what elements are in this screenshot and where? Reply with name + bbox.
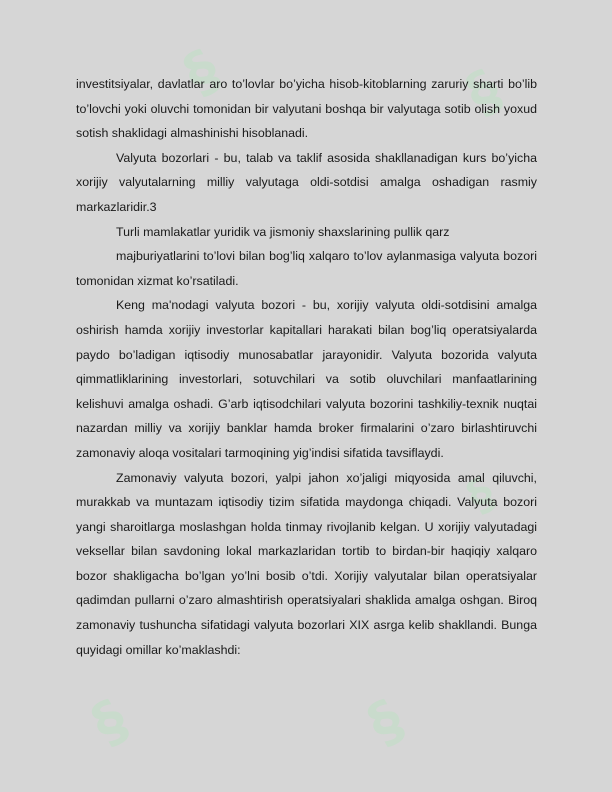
paragraph-continuation: investitsiyalar, davlatlar aro to’lovlar bo’yicha hisob-kitoblarning zaruriy sharti bo’lib to’lovchi yoki oluvchi tomonidan bir valyutani boshqa bir valyutaga sotib olish yoxud sotish shaklidagi almashinishi hisoblanadi.: [76, 77, 537, 141]
watermark-logo: §: [455, 57, 513, 128]
watermark-logo: §: [81, 687, 139, 758]
paragraph-modern-market: Zamonaviy valyuta bozori, yalpi jahon xo’jaligi miqyosida amal qiluvchi, murakkab va muntazam iqtisodiy tizim sifatida maydonga chiqadi. Valyuta bozori yangi sharoitlarga moslashgan holda tinmay rivojlanib kelgan. U xorijiy valyutadagi veksellar bilan savdoning lokal markazlaridan tortib to birdan-bir haqiqiy xalqaro bozor shakligacha bo’lgan yo’lni bosib o’tdi. Xorijiy valyutalar bilan operatsiyalar qadimdan pullarni o’zaro almashtirish operatsiyalari shaklida amalga oshgan. Biroq zamonaviy tushuncha sifatidagi valyuta bozorlari XIX asrga kelib shakllandi. Bunga quyidagi omillar ko’maklashdi:: [76, 470, 537, 657]
paragraph-line: Turli mamlakatlar yuridik va jismoniy shaxslarining pullik qarz: [116, 224, 450, 239]
watermark-logo: §: [458, 467, 504, 524]
watermark-logo: §: [173, 37, 231, 108]
watermark-logo: §: [357, 687, 415, 758]
paragraph-service: majburiyatlarini to’lovi bilan bog’liq xalqaro to’lov aylanmasiga valyuta bozori tomonidan xizmat ko’rsatiladi.: [76, 249, 537, 288]
body-text: [76, 72, 537, 662]
paragraph-definition: Valyuta bozorlari - bu, talab va taklif asosida shakllanadigan kurs bo’yicha xorijiy valyutalarning milliy valyutaga oldi-sotdisi amalga oshadigan rasmiy markazlaridir.3: [76, 150, 537, 214]
paragraph-broad-meaning: Keng ma'nodagi valyuta bozori - bu, xorijiy valyuta oldi-sotdisini amalga oshirish hamda xorijiy investorlar kapitallari harakati bilan bog’liq operatsiyalarda paydo bo’ladigan iqtisodiy munosabatlar jarayonidir. Valyuta bozorida valyuta qimmatliklarining investorlari, sotuvchilari va sotib oluvchilari manfaatlarining kelishuvi amalga oshadi. G’arb iqtisodchilari valyuta bozorini tashkiliy-texnik nuqtai nazardan milliy va xorijiy banklar hamda broker firmalarini o’zaro birlashtiruvchi zamonaviy aloqa vositalari tarmoqining yig’indisi sifatida tavsiflaydi.: [76, 298, 537, 460]
